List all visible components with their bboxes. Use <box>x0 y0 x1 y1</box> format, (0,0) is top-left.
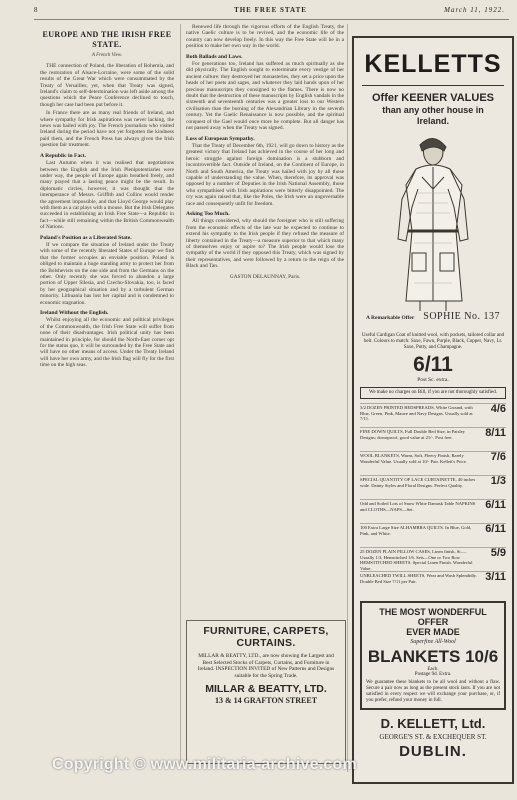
blanket-offer-line: THE MOST WONDERFUL OFFER <box>379 607 487 628</box>
offer-line: than any other house in <box>382 105 484 115</box>
product-desc: Odd and Soiled Lots of Snow White Damask Table NAPKINS and CLOTHS—NAPS—Set. <box>360 501 476 512</box>
product-desc: SPECIAL QUANTITY OF LACE CURTAINETTE, 40 inches wide. Dainty Styles and Floral Designs. Perfect Quality. <box>360 477 476 488</box>
furniture-ad-address: 13 & 14 GRAFTON STREET <box>214 696 318 706</box>
model-name: SOPHIE No. 137 <box>423 311 500 322</box>
section-heading: Poland's Position as a Liberated State. <box>40 234 132 241</box>
blanket-postage: Postage 9d. Extra. <box>414 672 452 678</box>
product-price: 1/3 <box>490 475 506 487</box>
section-heading: Loss of European Sympathy. <box>186 135 255 142</box>
product-desc: 3/2 DOZEN PRINTED BEDSPREADS, White Ground, with Blue, Green, Pink, Mauve and Navy Designs. Usually sold at 7/11. <box>360 405 473 422</box>
product-desc: UNBLEACHED TWILL SHEETS, Wear and Wash Splendidly. Double Bed Size 7/11 per Pair. <box>360 573 477 584</box>
guarantee-note: We make no charges on Bill, if you are not thoroughly satisfied. <box>360 387 506 399</box>
article-paragraph: If we compare the situation of Ireland under the Treaty with some of the recently liberated States of Europe we find that the former occupies an enviable position. Poland is obliged to maintain a huge standing army to protect her from the Bolshevists on the one side and from the Germans on the other. Only recently she was forced to abandon a large portion of Upper Silesia, and Czecho-Slovakia, too, is faced by her geographical situation and by a turbulent German minority. Lithuania has lost her capital and is condemned to economic stagnation. <box>40 241 174 306</box>
product-desc: WOOL BLANKETS, Warm, Soft, Fleecy Finish, Rarely Wonderful Value. Usually sold at 10/- Pair. Kellett's Price. <box>360 453 467 464</box>
article-paragraph: Renewed life through the vigorous efforts of the English Treaty, the native Gaelic culture is to be revived, and the economic life of the country can now develop freely. In this way the Free State will be in a position to make her own way in the world. <box>186 24 344 50</box>
article-paragraph: Last Autumn when it was realised that negotiations between the English and the Irish Plenipotentiaries were under way, the people of Europe again breathed freely, and many prayed that a lasting peace might be the result. In diplomatic circles, however, it was thought that the intemperance of Messrs. Griffith and Collins would render the agreement impossible, and that Lloyd George would play with them as a cat plays with a mouse. But the Irish Delegates succeeded in establishing an Irish Free State—a Republic in fact—while still remaining within the British Commonwealth of Nations. <box>40 160 174 231</box>
blanket-offer-box <box>360 601 506 710</box>
article-paragraph: In France there are as many real friends of Ireland, and where sympathy for Irish aspirations was never lacking, the news was hailed with joy. The French journalists who visited Ireland during the period have not yet forgotten the kindness paid them, and the French Press has always given the Irish question fair treatment. <box>40 110 174 149</box>
furniture-ad-headline: FURNITURE, CARPETS, <box>203 625 329 637</box>
column-divider <box>347 24 348 772</box>
postage-note: Post Sc. extra. <box>417 377 449 383</box>
product-item <box>360 451 506 475</box>
furniture-ad-headline-2: CURTAINS. <box>236 637 296 649</box>
article-paragraph: All things considered, why should the foreigner who is still suffering from the economic effects of the late war be expected to continue to extend his sympathy to the Irish people if they refused the measure of liberty contained in the Treaty—a measure superior to that which many of themselves enjoy or aspire to? The Irish people would lose the sympathy of the world if they opposed this Treaty, which was signed by their representatives, and were followed by a return to the reign of the Black and Tan. <box>186 218 344 270</box>
blanket-guarantee: We guarantee these blankets to be all wool and without a flaw. Secure a pair now as long as the present stock lasts. If you are not satisfied in every respect we will exchange your purchase, or, if you prefer, refund your money in full. <box>366 680 500 704</box>
company-city: DUBLIN. <box>399 743 467 761</box>
kelletts-footer <box>354 716 512 760</box>
furniture-ad-body: MILLAR & BEATTY, LTD., are now showing the Largest and Best Selected Stocks of Carpets, Curtains, and Furniture in Ireland. INSPECTION INVITED of New Patterns and Designs suitable for the Spring Trade. <box>197 653 335 679</box>
article-intro: THE connection of Poland, the liberation of Bohemia, and the restoration of Alsace-Lorraine, were some of the solid results of the Great War which were consummated by the Treaty of Versailles; yet, when that Treaty was signed, Ireland's claim to self-determination was left aside among the questions which the Peace Conference declined to touch, though her case had been put before it. <box>40 63 174 108</box>
product-price: 8/11 <box>485 427 506 439</box>
article-paragraph: That the Treaty of December 6th, 1921, will go down to history as the greatest victory that Ireland has achieved in the course of her long and heroic struggle against foreign domination is a stubborn and incontrovertible fact. Outside of Ireland, on the Continent of Europe, in North and South America, the Treaty was hailed with joy by all those capable of understanding the value. When, therefore, its approval was opposed by a number of Deputies in the Irish National Assembly, those who sympathised with Irish aspirations were bitterly disappointed. The cry was again raised that, like the Poles, the Irish were an ungovernable race and consequently unfit for freedom. <box>186 142 344 207</box>
blanket-offer-line: Superfine All-Wool <box>410 639 456 646</box>
woman-in-cardigan-icon <box>360 133 506 313</box>
product-price: 6/11 <box>485 499 506 511</box>
model-price: 6/11 <box>413 353 453 376</box>
section-heading: Asking Too Much. <box>186 210 230 217</box>
section-heading: Both Ballads and Laws. <box>186 53 243 60</box>
section-heading: A Republic in Fact. <box>40 152 86 159</box>
section-heading: Ireland Without the English. <box>40 310 109 317</box>
product-item <box>360 571 506 595</box>
company-name: D. KELLETT, Ltd. <box>380 716 486 732</box>
product-item <box>360 499 506 523</box>
article-subtitle: A French View. <box>91 53 123 58</box>
article-signature: GASTON DELAUNNAY, Paris. <box>229 273 301 280</box>
blanket-offer-line: EVER MADE <box>406 627 460 638</box>
ad-rule <box>362 85 504 86</box>
product-desc: 25 DOZEN PLAIN PILLOW CASES, Linen finish, St.—Usually 1/3, Hemstitched 1/6. Sets—One or Two Row HEMSTITCHED SHEETS. Special Linen Finish. Wonderful Value. <box>360 549 473 571</box>
column-divider <box>180 24 181 764</box>
masthead: THE FREE STATE <box>234 6 307 14</box>
product-item <box>360 427 506 451</box>
blanket-each: Each. <box>427 667 439 673</box>
product-desc: 100 Extra Large Size ALHAMBRA QUILTS. In Blue, Gold, Pink, and White. <box>360 525 472 536</box>
offer-line: Ireland. <box>416 116 449 126</box>
product-item <box>360 475 506 499</box>
remarkable-offer: A Remarkable Offer <box>366 315 415 321</box>
company-street: GEORGE'S ST. & EXCHEQUER ST. <box>379 733 487 742</box>
product-item <box>360 523 506 547</box>
blanket-headline: BLANKETS 10/6 <box>367 647 499 667</box>
product-price: 4/6 <box>490 403 506 415</box>
furniture-advert <box>186 620 346 764</box>
page-number: 8 <box>34 6 39 14</box>
product-desc: FINE DOWN QUILTS, Full Double Bed Size, in Paisley Designs; downproof, good value at 21/-. Post free. <box>360 429 465 440</box>
header-rule <box>34 19 509 20</box>
product-price: 5/9 <box>490 547 506 559</box>
furniture-ad-company: MILLAR & BEATTY, LTD. <box>205 683 327 696</box>
product-item <box>360 547 506 571</box>
model-description: Useful Cardigan Coat of knitted wool, with pockets, tailored collar and belt. Colours to match: Saxe, Fawn, Purple, Black, Copper, Navy, Lt. Saxe, Putty, and Champagne. <box>361 333 505 350</box>
product-list <box>360 403 506 595</box>
kelletts-brand: KELLETTS <box>364 50 502 78</box>
running-head <box>34 6 507 18</box>
product-price: 7/6 <box>490 451 506 463</box>
article-column-left <box>40 24 174 764</box>
cardigan-illustration <box>360 133 506 331</box>
article-paragraph: For generations too, Ireland has suffered as much spiritually as she did physically. The English sought to exterminate every vestige of her ancient culture: they destroyed her monasteries, they set a price upon the heads of her poets and sages, and whatever they laid hands upon of her precious manuscripts they consigned to the flames. There is now no doubt that the destruction of these manuscripts by English vandals in the sixteenth and seventeenth centuries was a greater loss to our Western civilisation than the burning of the Alexandrian Library in the seventh century. Yet the Gaelic Renaissance is now possible, and the spiritual conquest of the Gael would once more be complete. But all danger has not passed away when the Treaty was signed. <box>186 61 344 132</box>
product-item <box>360 403 506 427</box>
issue-date: March 11, 1922. <box>444 6 505 14</box>
article-title: EUROPE AND THE IRISH FREE STATE. <box>42 30 172 49</box>
offer-line: Offer KEENER VALUES <box>371 92 495 104</box>
product-price: 3/11 <box>485 571 506 584</box>
copyright-watermark: Copyright © www.militaria-archive.com <box>52 756 357 773</box>
article-column-middle <box>186 24 344 624</box>
article-paragraph: Whilst enjoying all the economic and political privileges of the Commonwealth, the Irish Free State will suffer from none of their disadvantages. Irish political unity has been maintained in principle, for should the North-East corner opt for the status quo, it will be surrounded by the Free State and will have no other means of access. Under the Treaty Ireland will have her own army, and the Irish flag will fly for the first time on the high seas. <box>40 317 174 369</box>
kelletts-advert <box>352 36 514 784</box>
product-price: 6/11 <box>485 523 506 535</box>
